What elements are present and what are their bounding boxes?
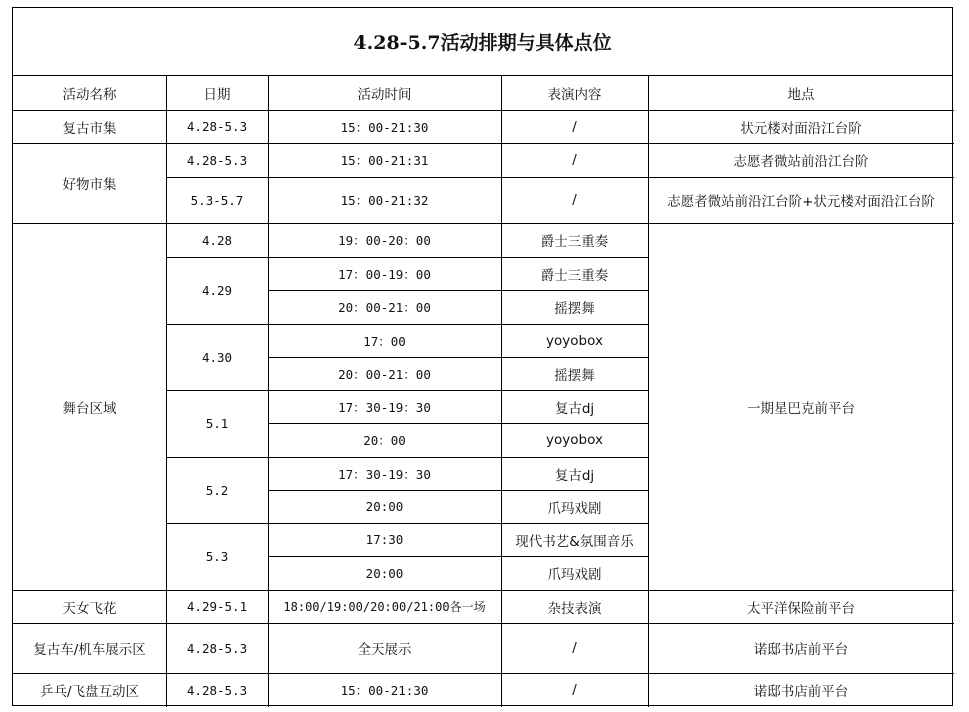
date-cell: 5.3 [205,549,229,564]
performance-cell: 爪玛戏剧 [547,500,602,517]
time-cell: 17：00-19：00 [338,266,431,282]
performance-cell: 爵士三重奏 [540,267,609,284]
table-title: 4.28-5.7活动排期与具体点位 [13,8,952,76]
row-divider [13,623,954,624]
performance-cell: 现代书艺&氛围音乐 [515,533,634,550]
time-cell: 20:00 [365,565,404,581]
header-date: 日期 [203,87,231,103]
location-cell: 状元楼对面沿江台阶 [740,120,862,137]
performance-cell: 爵士三重奏 [540,234,609,250]
date-cell: 4.28-5.3 [186,640,248,656]
date-cell: 4.28-5.3 [186,119,248,134]
performance-cell: / [572,640,577,656]
performance-cell: / [572,682,577,698]
row-divider [13,223,954,224]
row-divider [166,390,648,391]
location-cell: 一期星巴克前平台 [747,400,855,417]
date-cell: 4.30 [201,349,233,365]
location-cell: 诺邸书店前平台 [753,642,849,658]
performance-cell: 复古dj [554,467,595,484]
time-cell: 20：00-21：00 [338,366,431,382]
time-cell: 19：00-20：00 [338,233,431,248]
activity-name: 好物市集 [62,177,117,193]
performance-cell: 摇摆舞 [554,301,595,317]
activity-name: 复古市集 [62,120,117,137]
time-cell: 15：00-21:32 [340,193,429,208]
column-divider [648,76,649,707]
row-divider [166,257,648,258]
performance-cell: / [572,152,577,168]
time-cell: 20:00 [365,499,404,514]
time-cell: 18:00/19:00/20:00/21:00各一场 [283,600,486,614]
time-cell: 17：30-19：30 [338,399,431,415]
time-cell: 17：30-19：30 [338,466,431,482]
row-divider [166,457,648,458]
activity-name: 乒乓/飞盘互动区 [39,684,140,700]
time-cell: 15：00-21:30 [340,119,429,135]
time-cell: 20：00-21：00 [338,300,431,315]
row-divider [166,523,648,524]
date-cell: 5.3-5.7 [190,192,244,208]
performance-cell: 杂技表演 [547,600,602,617]
performance-cell: yoyobox [546,332,603,349]
location-cell: 诺邸书店前平台 [753,684,849,700]
date-cell: 5.2 [205,482,229,498]
row-divider [166,324,648,325]
column-divider [501,76,502,707]
time-cell: 17:30 [365,532,404,547]
performance-cell: yoyobox [546,432,603,448]
performance-cell: 复古dj [554,400,595,417]
date-cell: 4.28 [201,232,233,248]
location-cell: 志愿者微站前沿江台阶+状元楼对面沿江台阶 [667,194,935,210]
date-cell: 4.28-5.3 [186,682,248,698]
location-cell: 太平洋保险前平台 [747,600,855,617]
performance-cell: / [572,192,577,208]
row-divider [13,143,954,144]
date-cell: 4.28-5.3 [186,152,248,168]
column-divider [268,76,269,707]
date-cell: 4.29-5.1 [186,599,248,614]
date-cell: 4.29 [201,283,233,298]
time-cell: 20：00 [363,433,406,448]
time-cell: 17：00 [363,333,406,349]
row-divider [166,177,648,178]
row-divider [268,357,648,358]
schedule-table [12,7,953,706]
row-divider [13,590,954,591]
performance-cell: / [572,118,577,135]
time-cell: 15：00-21:31 [340,153,429,168]
activity-name: 天女飞花 [62,600,117,617]
row-divider [13,110,954,111]
column-divider [166,76,167,707]
performance-cell: 摇摆舞 [554,367,595,384]
location-cell: 志愿者微站前沿江台阶 [733,154,869,170]
header-activity-name: 活动名称 [62,87,117,103]
row-divider [268,490,648,491]
header-performance: 表演内容 [547,87,602,103]
date-cell: 5.1 [205,416,229,431]
row-divider [268,290,648,291]
header-time: 活动时间 [357,87,412,103]
header-location: 地点 [787,87,815,103]
row-divider [648,177,954,178]
performance-cell: 爪玛戏剧 [547,567,602,583]
time-cell: 全天展示 [357,642,412,658]
activity-name: 复古车/机车展示区 [33,642,146,658]
row-divider [268,423,648,424]
activity-name: 舞台区域 [62,400,117,417]
row-divider [268,556,648,557]
row-divider [13,673,954,674]
time-cell: 15：00-21:30 [340,683,429,698]
